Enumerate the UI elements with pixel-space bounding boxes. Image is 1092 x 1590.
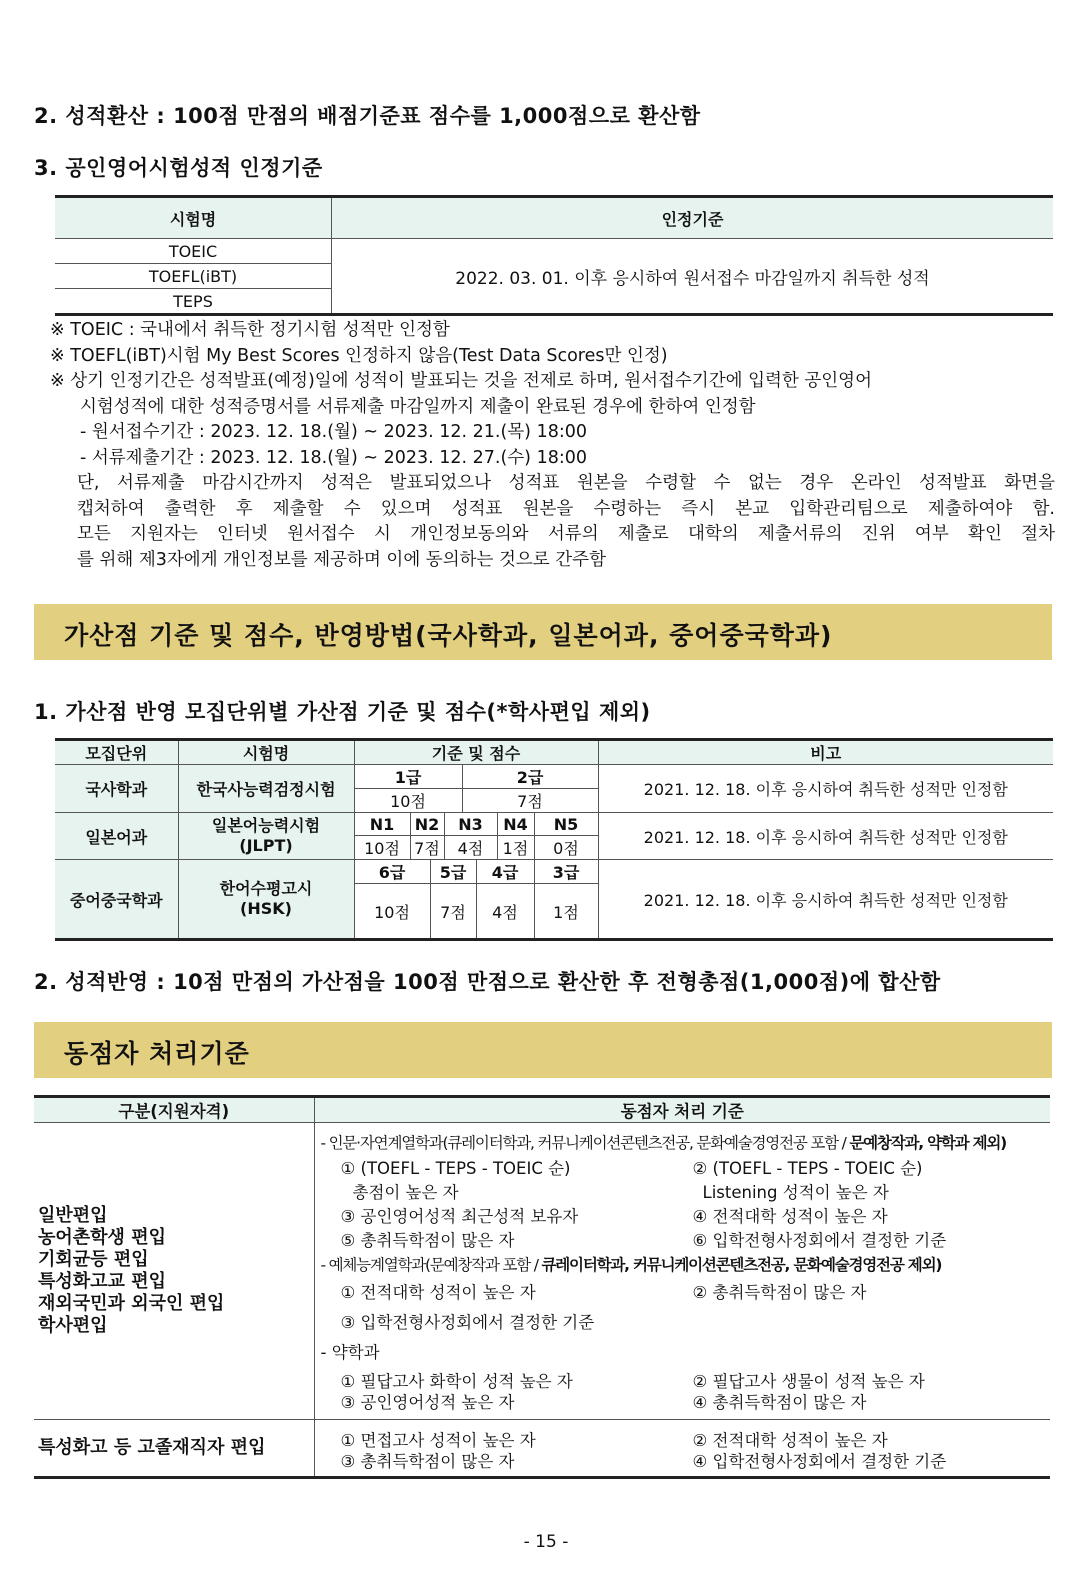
level-3: 3급 bbox=[534, 860, 598, 884]
score-3: 1점 bbox=[534, 884, 598, 940]
group-arts-title bbox=[321, 1253, 1051, 1277]
note-chinese: 2021. 12. 18. 이후 응시하여 취득한 성적만 인정함 bbox=[598, 860, 1053, 940]
g3-r2a: ③ 공인영어성적 높은 자 bbox=[340, 1393, 515, 1412]
category-line: 학사편입 bbox=[38, 1315, 108, 1336]
level-n1: N1 bbox=[354, 813, 410, 836]
english-notes bbox=[50, 318, 1055, 573]
g1-r1b: ② (TOEFL - TEPS - TOEIC 순) bbox=[692, 1159, 923, 1178]
group-humanities-title bbox=[321, 1131, 1051, 1155]
note-japanese: 2021. 12. 18. 이후 응시하여 취득한 성적만 인정함 bbox=[598, 813, 1053, 860]
score-1: 10점 bbox=[354, 789, 462, 813]
vocational-category: 특성화고 등 고졸재직자 편입 bbox=[34, 1420, 314, 1478]
col-criteria: 인정기준 bbox=[332, 197, 1054, 239]
category-line: 재외국민과 외국인 편입 bbox=[38, 1293, 225, 1314]
note-line: 모든 지원자는 인터넷 원서접수 시 개인정보동의와 서류의 제출로 대학의 제출서류의 진위 여부 확인 절차 bbox=[77, 524, 1055, 544]
grade-2: 2급 bbox=[462, 765, 598, 789]
note-line: ※ 상기 인정기간은 성적발표(예정)일에 성적이 발표되는 것을 전제로 하며, 원서접수기간에 입력한 공인영어 bbox=[50, 371, 872, 391]
score-4: 4점 bbox=[476, 884, 534, 940]
note-line: 단, 서류제출 마감시간까지 성적은 발표되었으나 성적표 원본을 수령할 수 없는 경우 온라인 성적발표 화면을 bbox=[77, 473, 1055, 493]
g1-r1a: ① (TOEFL - TEPS - TOEIC 순) bbox=[340, 1159, 571, 1178]
unit-history: 국사학과 bbox=[55, 765, 178, 813]
hsk-name: 한어수평고시 bbox=[219, 879, 313, 898]
score-n1: 10점 bbox=[354, 836, 410, 860]
section-2-heading: 2. 성적환산 : 100점 만점의 배점기준표 점수를 1,000점으로 환산함 bbox=[34, 104, 701, 128]
h-tie-criteria: 동점자 처리 기준 bbox=[314, 1097, 1050, 1123]
bonus-table bbox=[55, 738, 1053, 941]
g1-r4b: ⑥ 입학전형사정회에서 결정한 기준 bbox=[692, 1231, 947, 1250]
category-line: 일반편입 bbox=[38, 1205, 108, 1226]
bonus-banner-title: 가산점 기준 및 점수, 반영방법(국사학과, 일본어과, 중어중국학과) bbox=[64, 621, 833, 650]
score-n3: 4점 bbox=[444, 836, 497, 860]
note-line: - 원서접수기간 : 2023. 12. 18.(월) ~ 2023. 12. 21.(목) 18:00 bbox=[80, 422, 588, 442]
g4-r1b: ② 전적대학 성적이 높은 자 bbox=[692, 1431, 888, 1450]
note-line: 캡처하여 출력한 후 제출할 수 있으며 성적표 원본을 수령하는 즉시 본교 입학관리팀으로 제출하여야 함. bbox=[77, 498, 1055, 519]
g2-r1a: ① 전적대학 성적이 높은 자 bbox=[340, 1283, 536, 1302]
level-n3: N3 bbox=[444, 813, 497, 836]
test-hsk bbox=[178, 860, 354, 940]
level-n2: N2 bbox=[410, 813, 444, 836]
g2-title-a: - 예체능계열학과(문예창작과 포함 / bbox=[320, 1256, 542, 1274]
unit-japanese: 일본어과 bbox=[55, 813, 178, 860]
vocational-criteria bbox=[314, 1420, 1050, 1478]
h-category: 구분(지원자격) bbox=[34, 1097, 314, 1123]
test-toeic: TOEIC bbox=[55, 239, 332, 264]
tie-banner-title: 동점자 처리기준 bbox=[64, 1039, 250, 1068]
test-jlpt bbox=[178, 813, 354, 860]
category-line: 농어촌학생 편입 bbox=[38, 1227, 166, 1248]
g1-r3a: ③ 공인영어성적 최근성적 보유자 bbox=[340, 1207, 579, 1226]
note-line: ※ TOEIC : 국내에서 취득한 정기시험 성적만 인정함 bbox=[50, 320, 450, 340]
bonus-heading-1: 1. 가산점 반영 모집단위별 가산점 기준 및 점수(*학사편입 제외) bbox=[34, 700, 651, 724]
category-line: 특성화고교 편입 bbox=[38, 1271, 166, 1292]
note-history: 2021. 12. 18. 이후 응시하여 취득한 성적만 인정함 bbox=[598, 765, 1053, 813]
general-criteria bbox=[314, 1123, 1050, 1420]
h-note: 비고 bbox=[598, 740, 1053, 765]
general-categories bbox=[34, 1123, 314, 1420]
jlpt-name: 일본어능력시험 bbox=[211, 816, 321, 835]
g2-r1b: ② 총취득학점이 많은 자 bbox=[692, 1283, 867, 1302]
bonus-heading-2: 2. 성적반영 : 10점 만점의 가산점을 100점 만점으로 환산한 후 전형총점(1,000점)에 합산함 bbox=[34, 970, 941, 994]
g1-title-a: - 인문·자연계열학과(큐레이터학과, 커뮤니케이션콘텐츠전공, 문화예술경영전공 포함 / bbox=[320, 1134, 850, 1152]
g2-r2a: ③ 입학전형사정회에서 결정한 기준 bbox=[340, 1313, 595, 1332]
section-3-heading: 3. 공인영어시험성적 인정기준 bbox=[34, 156, 323, 180]
tie-break-table bbox=[34, 1095, 1050, 1479]
g4-r1a: ① 면접고사 성적이 높은 자 bbox=[340, 1431, 536, 1450]
tie-banner bbox=[34, 1022, 1052, 1078]
h-score: 기준 및 점수 bbox=[354, 740, 598, 765]
group-pharmacy-title: - 약학과 bbox=[320, 1343, 380, 1362]
test-toefl: TOEFL(iBT) bbox=[55, 264, 332, 289]
g2-title-b: 큐레이터학과, 커뮤니케이션콘텐츠전공, 문화예술경영전공 제외) bbox=[541, 1256, 942, 1274]
g1-title-b: 문예창작과, 약학과 제외) bbox=[849, 1134, 1007, 1152]
category-line: 기회균등 편입 bbox=[38, 1249, 149, 1270]
criteria-text: 2022. 03. 01. 이후 응시하여 원서접수 마감일까지 취득한 성적 bbox=[332, 239, 1054, 315]
level-5: 5급 bbox=[430, 860, 476, 884]
col-test-name: 시험명 bbox=[55, 197, 332, 239]
score-n4: 1점 bbox=[497, 836, 534, 860]
note-line: ※ TOEFL(iBT)시험 My Best Scores 인정하지 않음(Test Data Scores만 인정) bbox=[50, 345, 668, 366]
g3-r1a: ① 필답고사 화학이 성적 높은 자 bbox=[340, 1372, 573, 1391]
test-teps: TEPS bbox=[55, 289, 332, 315]
g4-r2b: ④ 입학전형사정회에서 결정한 기준 bbox=[692, 1452, 947, 1471]
grade-1: 1급 bbox=[354, 765, 462, 789]
score-5: 7점 bbox=[430, 884, 476, 940]
bonus-banner bbox=[34, 604, 1052, 660]
note-line: 를 위해 제3자에게 개인정보를 제공하며 이에 동의하는 것으로 간주함 bbox=[77, 549, 606, 570]
english-test-table bbox=[55, 195, 1053, 316]
g1-r3b: ④ 전적대학 성적이 높은 자 bbox=[692, 1207, 888, 1226]
h-unit: 모집단위 bbox=[55, 740, 178, 765]
jlpt-abbr: (JLPT) bbox=[239, 836, 293, 855]
g1-r4a: ⑤ 총취득학점이 많은 자 bbox=[340, 1231, 515, 1250]
note-line: - 서류제출기간 : 2023. 12. 18.(월) ~ 2023. 12. 27.(수) 18:00 bbox=[80, 447, 588, 468]
hsk-abbr: (HSK) bbox=[240, 899, 292, 918]
score-n5: 0점 bbox=[534, 836, 598, 860]
note-line: 시험성적에 대한 성적증명서를 서류제출 마감일까지 제출이 완료된 경우에 한하여 인정함 bbox=[80, 396, 756, 417]
level-6: 6급 bbox=[354, 860, 430, 884]
g3-r2b: ④ 총취득학점이 많은 자 bbox=[692, 1393, 867, 1412]
page-number: - 15 - bbox=[523, 1532, 569, 1552]
score-6: 10점 bbox=[354, 884, 430, 940]
score-n2: 7점 bbox=[410, 836, 444, 860]
unit-chinese: 중어중국학과 bbox=[55, 860, 178, 940]
g4-r2a: ③ 총취득학점이 많은 자 bbox=[340, 1452, 515, 1471]
g3-r1b: ② 필답고사 생물이 성적 높은 자 bbox=[692, 1372, 925, 1391]
g1-r2b: Listening 성적이 높은 자 bbox=[702, 1183, 889, 1202]
score-2: 7점 bbox=[462, 789, 598, 813]
g1-r2a: 총점이 높은 자 bbox=[352, 1183, 459, 1202]
level-4: 4급 bbox=[476, 860, 534, 884]
level-n5: N5 bbox=[534, 813, 598, 836]
h-test: 시험명 bbox=[178, 740, 354, 765]
test-korean-history: 한국사능력검정시험 bbox=[178, 765, 354, 813]
level-n4: N4 bbox=[497, 813, 534, 836]
